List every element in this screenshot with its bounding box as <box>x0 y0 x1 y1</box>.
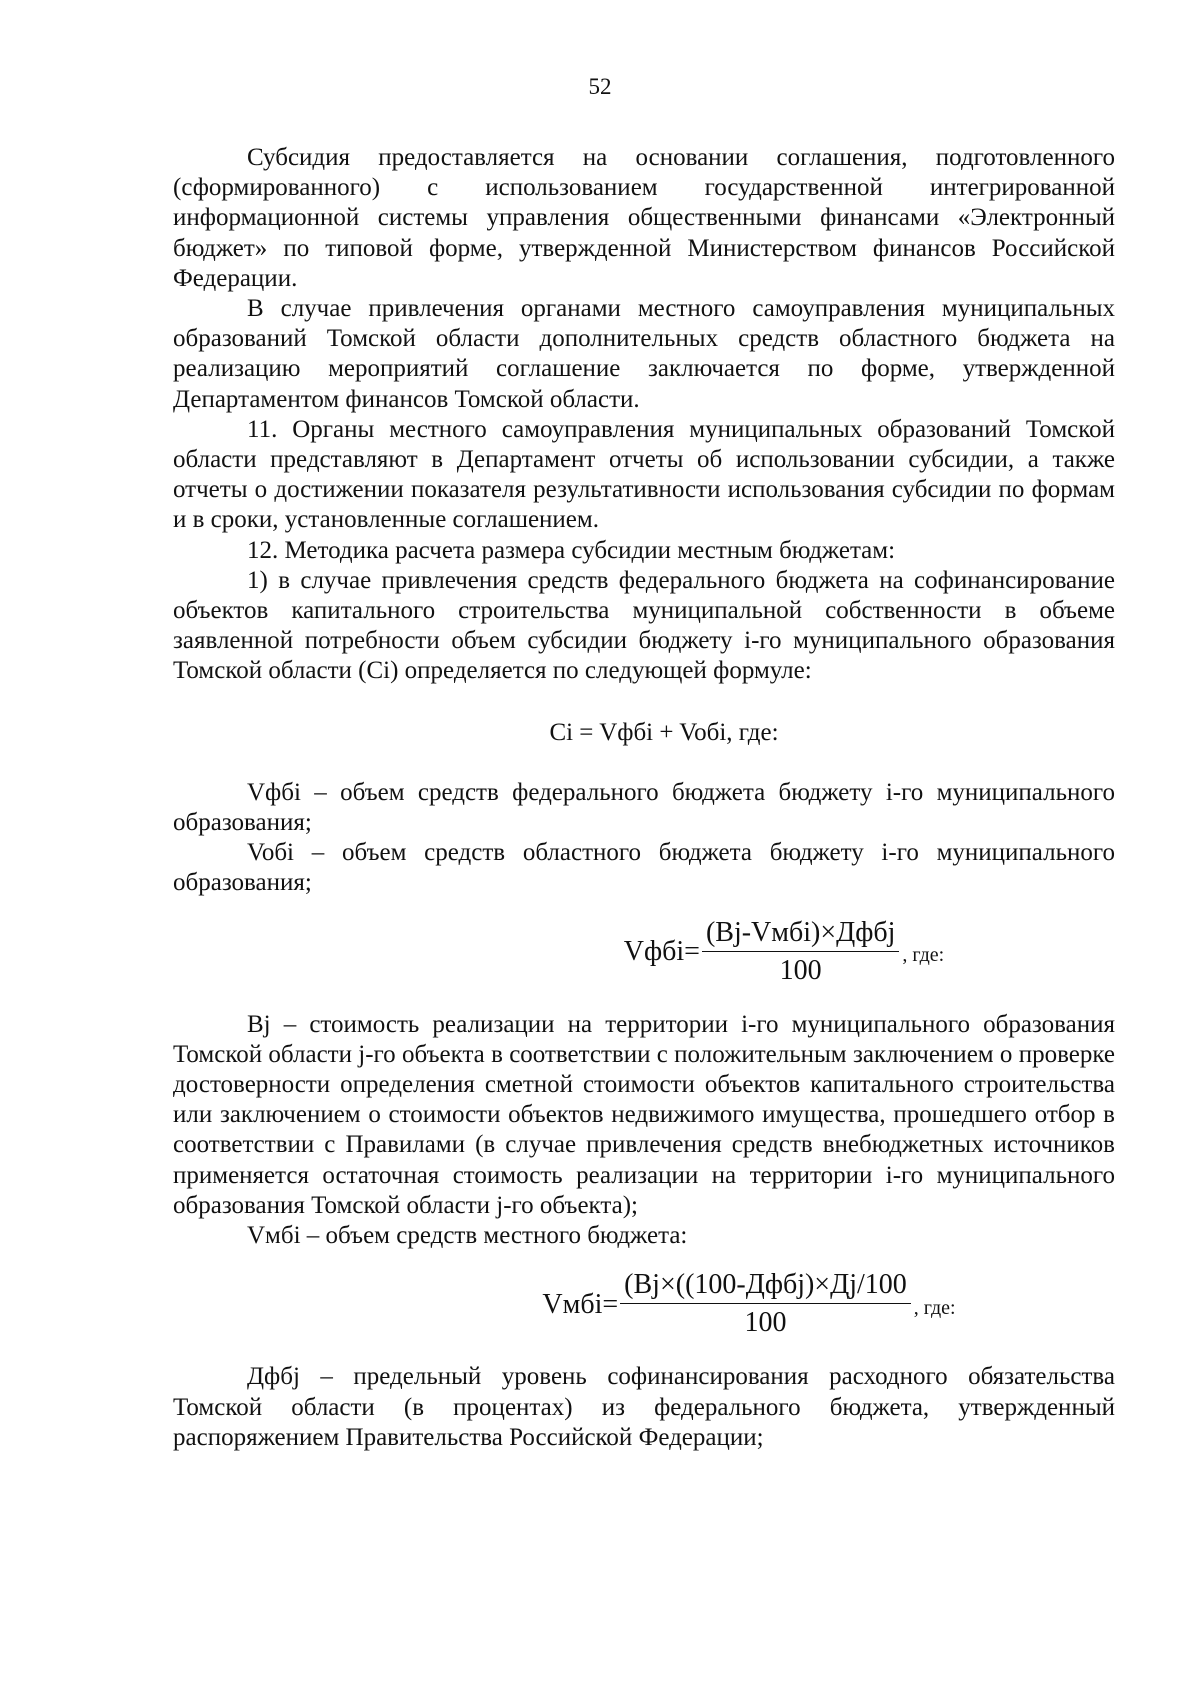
paragraph-11-reports: 11. Органы местного самоуправления муниципальных образований Томской области представляют в Департамент отчеты об использовании субсидии, а также отчеты о достижении показателя результативности использования субсидии по формам и в сроки, установленные соглашением. <box>173 415 1115 534</box>
formula-vmbi <box>173 1269 1115 1340</box>
formula-vmbi-denominator: 100 <box>744 1307 787 1339</box>
formula-vmbi-lhs: Vмбi= <box>542 1288 619 1320</box>
formula-vfbi-tail: , где: <box>902 944 945 967</box>
paragraph-12-methodology: 12. Методика расчета размера субсидии местным бюджетам: <box>247 536 896 564</box>
page-number: 52 <box>588 74 612 99</box>
paragraph-additional-funds: В случае привлечения органами местного самоуправления муниципальных образований Томской области дополнительных средств областного бюджета на реализацию мероприятий соглашение заключается по форме, утвержденной Департаментом финансов Томской области. <box>173 295 1115 413</box>
definition-dfbj: Дфбj – предельный уровень софинансирования расходного обязательства Томской области (в процентах) из федерального бюджета, утвержденный распоряжением Правительства Российской Федерации; <box>173 1363 1115 1451</box>
formula-ci: Ci = Vфбi + Voбi, где: <box>549 718 779 746</box>
definition-vmbi: Vмбi – объем средств местного бюджета: <box>247 1222 688 1250</box>
formula-vmbi-numerator: (Bj×((100-Дфбj)×Дj/100 <box>620 1269 911 1304</box>
formula-vfbi-lhs: Vфбi= <box>623 936 700 968</box>
formula-vfbi-numerator: (Bj-Vмбi)×Дфбj <box>702 917 899 952</box>
paragraph-subsidy-agreement: Субсидия предоставляется на основании соглашения, подготовленного (сформированного) с использованием государственной интегрированной информационной системы управления общественными финансами «Электронный бюджет» по типовой форме, утвержденной Министерством финансов Российской Федерации. <box>173 144 1115 292</box>
definition-vfbi: Vфбi – объем средств федерального бюджета бюджету i-го муниципального образования; <box>173 778 1115 837</box>
formula-vmbi-tail: , где: <box>913 1296 956 1319</box>
paragraph-12-1-case: 1) в случае привлечения средств федерального бюджета на софинансирование объектов капитального строительства муниципальной собственности в объеме заявленной потребности объем субсидии бюджету i-го муниципального образования Томской области (Ci) определяется по следующей формуле: <box>173 566 1115 685</box>
formula-vfbi-denominator: 100 <box>779 954 822 986</box>
definition-vobi: Voбi – объем средств областного бюджета бюджету i-го муниципального образования; <box>173 839 1115 897</box>
definition-bj: Bj – стоимость реализации на территории i-го муниципального образования Томской области j-го объекта в соответствии с положительным заключением о проверке достоверности определения сметной стоимости объектов капитального строительства или заключением о стоимости объектов недвижимого имущества, прошедшего отбор в соответствии с Правилами (в случае привлечения средств внебюджетных источников применяется остаточная стоимость реализации на территории i-го муниципального образования Томской области j-го объекта); <box>173 1010 1115 1219</box>
formula-vmbi-fraction <box>620 1269 911 1340</box>
formula-vfbi-fraction <box>702 917 899 988</box>
formula-vfbi <box>173 917 1115 988</box>
document-body <box>173 143 1115 1453</box>
